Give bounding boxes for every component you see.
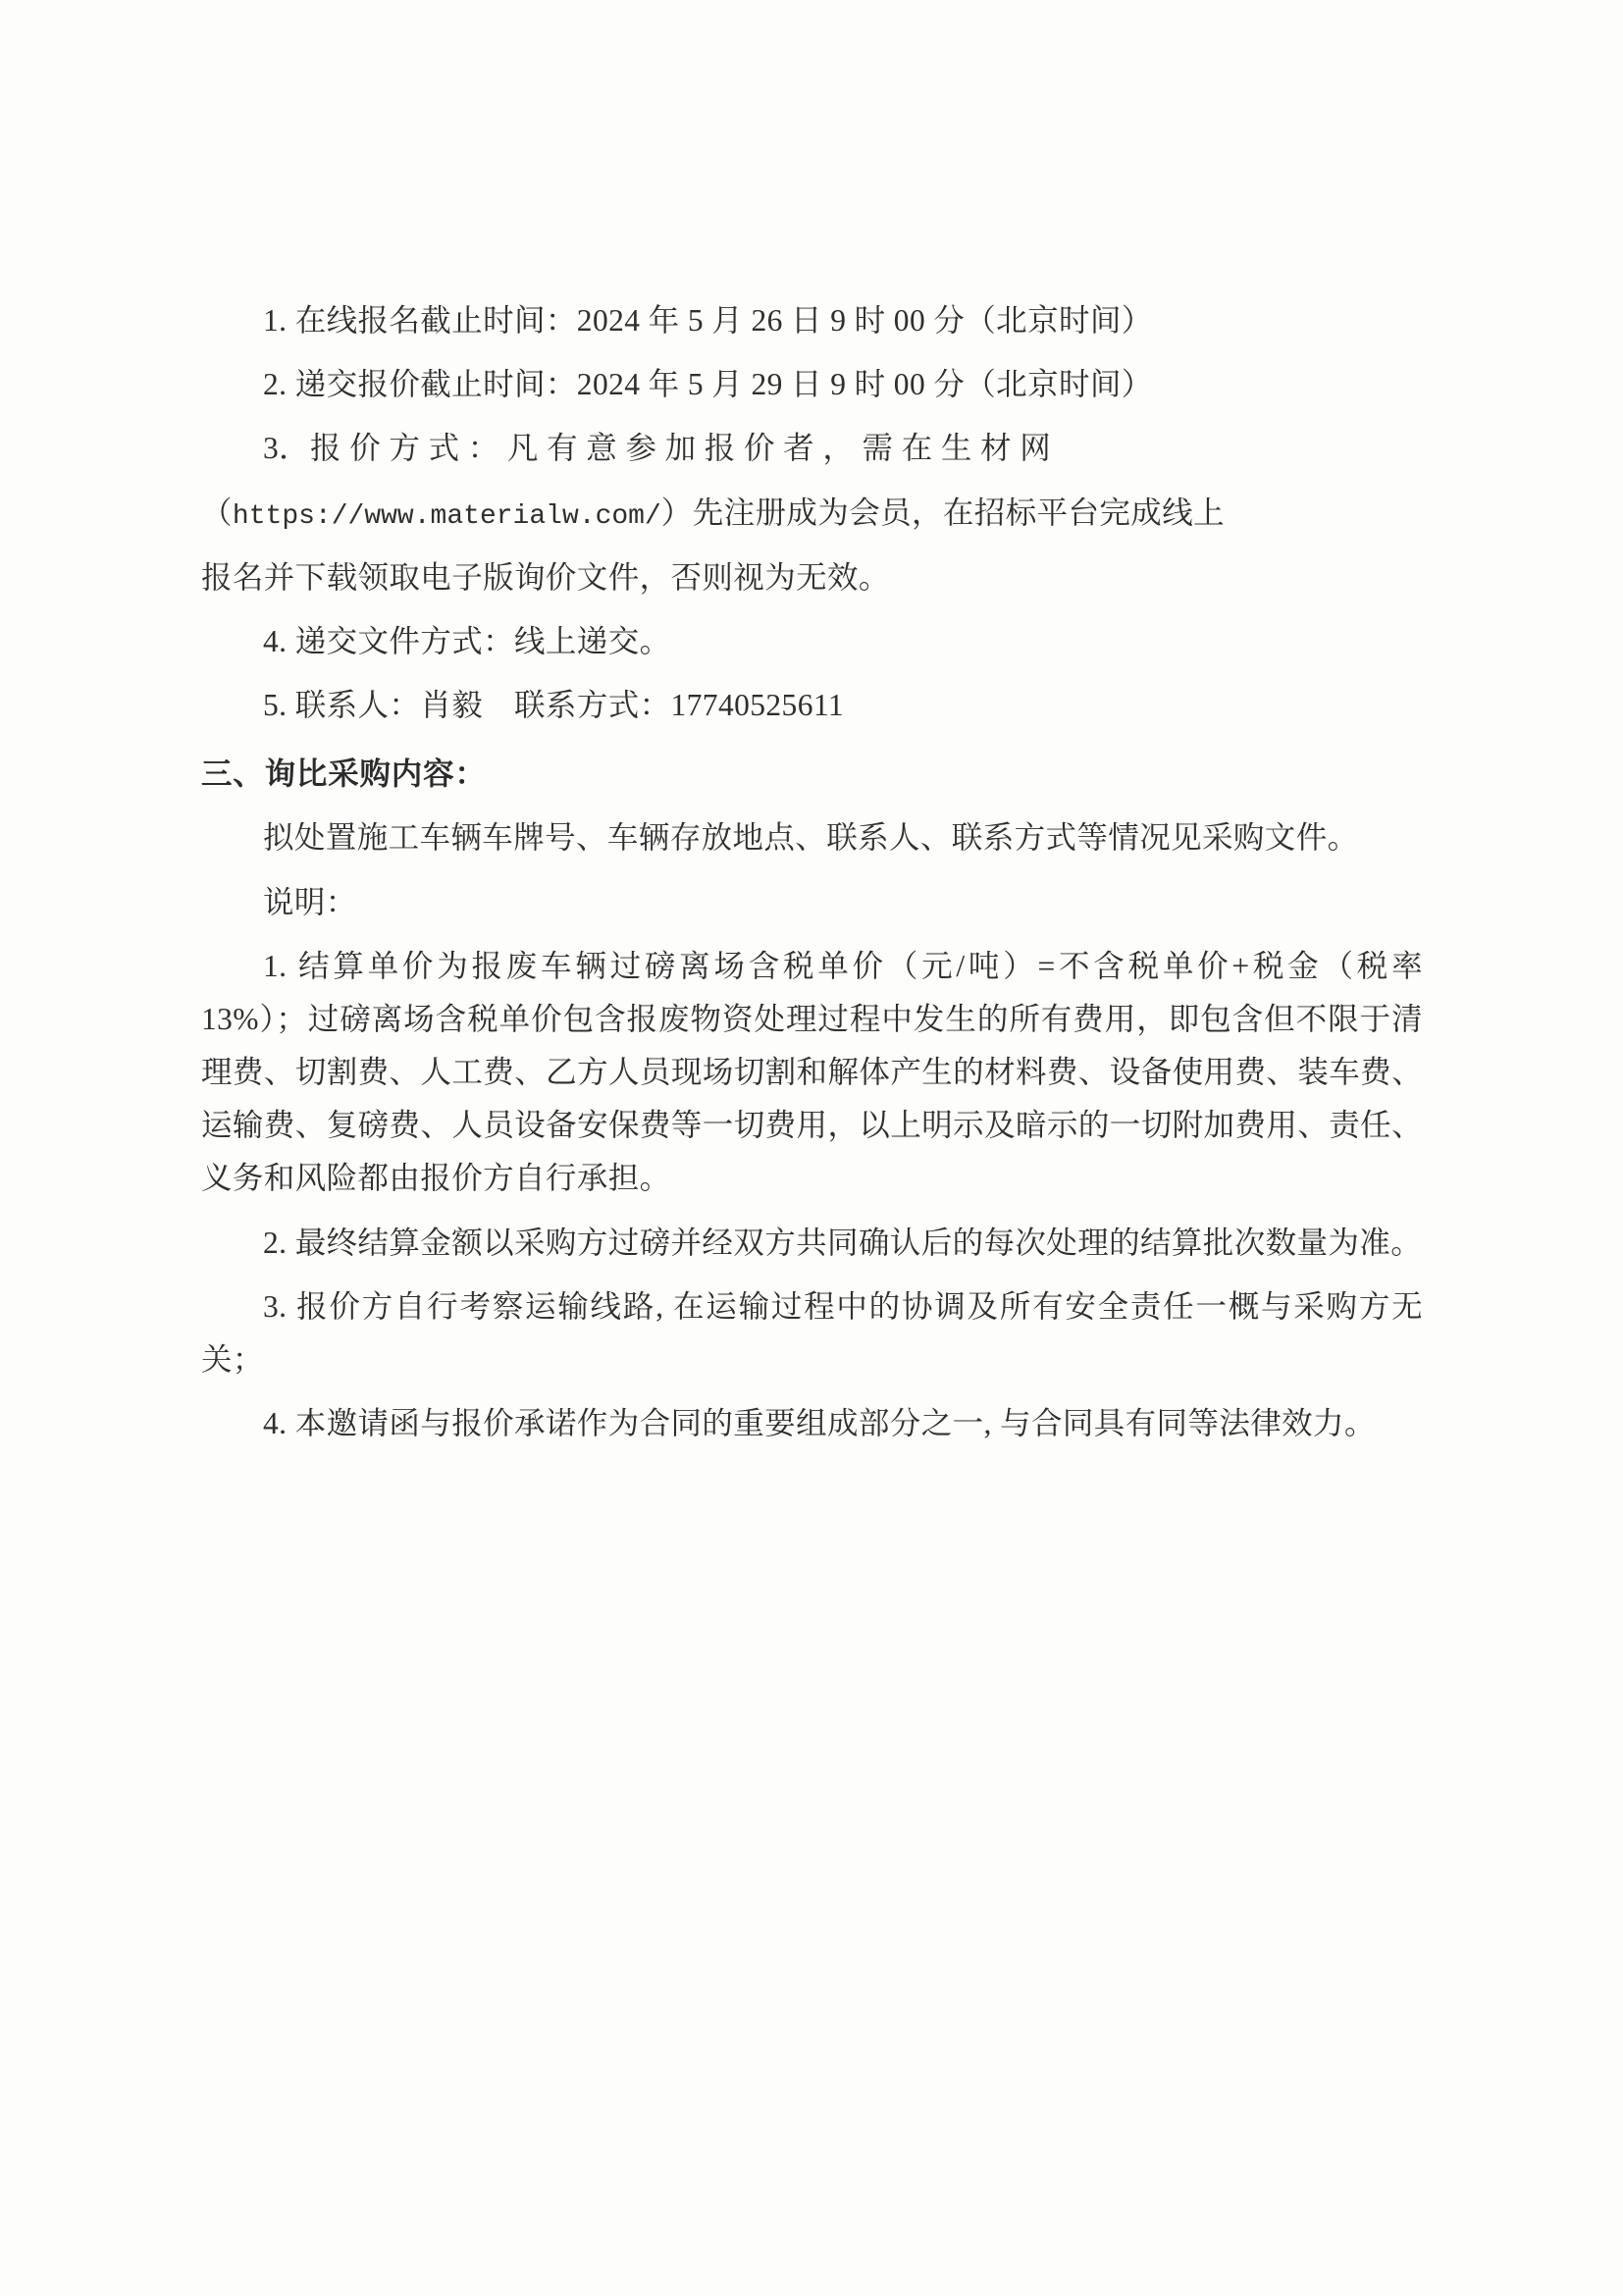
- item-3-quotation-method-line2: [201, 487, 1423, 541]
- url-open-paren: （: [201, 495, 233, 530]
- item-3-rest-line2: 先注册成为会员，在招标平台完成线上: [692, 495, 1225, 530]
- document-body: [201, 294, 1423, 1461]
- section-intro-paragraph: 拟处置施工车辆车牌号、车辆存放地点、联系人、联系方式等情况见采购文件。: [263, 820, 1359, 856]
- note-1-settlement-unit-price: 1. 结算单价为报废车辆过磅离场含税单价（元/吨）=不含税单价+税金（税率 13%）；过磅离场含税单价包含报废物资处理过程中发生的所有费用，即包含但不限于清理费、切割费、人工费、乙方人员现场切割和解体产生的材料费、设备使用费、装车费、运输费、复磅费、人员设备安保费等一切费用，以上明示及暗示的一切附加费用、责任、义务和风险都由报价方自行承担。: [201, 948, 1423, 1196]
- item-3-quotation-method-line3: 报名并下载领取电子版询价文件，否则视为无效。: [201, 559, 890, 595]
- item-1-online-registration-deadline: 1. 在线报名截止时间：2024 年 5 月 26 日 9 时 00 分（北京时间）: [263, 303, 1153, 338]
- item-2-quotation-submission-deadline: 2. 递交报价截止时间：2024 年 5 月 29 日 9 时 00 分（北京时间）: [263, 367, 1153, 402]
- note-3-transport-route: 3. 报价方自行考察运输线路, 在运输过程中的协调及所有安全责任一概与采购方无关；: [201, 1288, 1423, 1377]
- item-3-quotation-method-line1: 3．报 价 方 式 ： 凡 有 意 参 加 报 价 者 ， 需 在 生 材 网: [263, 431, 1052, 466]
- section-heading-procurement-content: 三、询比采购内容：: [201, 757, 487, 792]
- note-2-final-settlement-amount: 2. 最终结算金额以采购方过磅并经双方共同确认后的每次处理的结算批次数量为准。: [263, 1225, 1423, 1260]
- note-4-legal-effect: 4. 本邀请函与报价承诺作为合同的重要组成部分之一, 与合同具有同等法律效力。: [263, 1406, 1376, 1441]
- url-close-paren: ）: [660, 495, 693, 530]
- notes-label: 说明：: [263, 884, 357, 919]
- materialw-url: https://www.materialw.com/: [232, 500, 661, 532]
- item-5-contact: 5. 联系人：肖毅 联系方式：17740525611: [263, 688, 844, 723]
- item-4-submission-method: 4. 递交文件方式：线上递交。: [263, 623, 671, 658]
